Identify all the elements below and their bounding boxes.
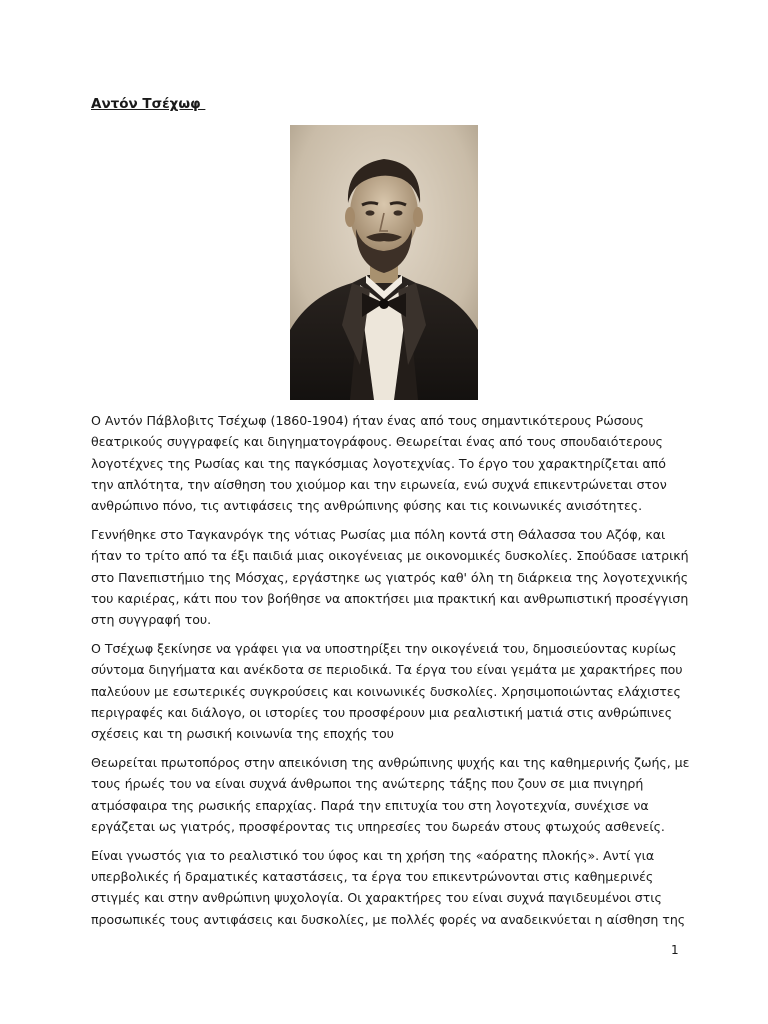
paragraph: Γεννήθηκε στο Ταγκανρόγκ της νότιας Ρωσίας μια πόλη κοντά στη Θάλασσα του Αζόφ, και ήταν το τρίτο από τα έξι παιδιά μιας οικογένειας με οικονομικές δυσκολίες. Σπούδασε ιατρική στο Πανεπιστήμιο της Μόσχας, εργάστηκε ως γιατρός καθ' όλη τη διάρκεια της λογοτεχνικής του καριέρας, κάτι που τον βοήθησε να αποκτήσει μια πρακτική και ανθρωπιστική προσέγγιση στη συγγραφή του. bbox=[91, 526, 689, 628]
paragraph: Είναι γνωστός για το ρεαλιστικό του ύφος και τη χρήση της «αόρατης πλοκής». Αντί για υπερβολικές ή δραματικές καταστάσεις, τα έργα του επικεντρώνονται στις καθημερινές στιγμές και στην ανθρώπινη ψυχολογία. Οι χαρακτήρες του είναι συχνά παγιδευμένοι στις προσωπικές τους αντιφάσεις και δυσκολίες, με πολλές φορές να αναδεικνύεται η αίσθηση της bbox=[91, 847, 686, 927]
portrait-photo-icon bbox=[290, 125, 478, 400]
paragraph: Ο Τσέχωφ ξεκίνησε να γράφει για να υποστηρίξει την οικογένειά του, δημοσιεύοντας κυρίως σύντομα διηγήματα και ανέκδοτα σε περιοδικά. Τα έργα του είναι γεμάτα με χαρακτήρες που παλεύουν με εσωτερικές συγκρούσεις και κοινωνικές δυσκολίες. Χρησιμοποιώντας ελάχιστες περιγραφές και διάλογο, οι ιστορίες του προσφέρουν μια ρεαλιστική ματιά στις ανθρώπινες σχέσεις και τη ρωσική κοινωνία της εποχής του bbox=[91, 640, 683, 742]
page-number: 1 bbox=[671, 943, 679, 957]
document-title: Αντόν Τσέχωφ bbox=[91, 96, 206, 112]
paragraph: Θεωρείται πρωτοπόρος στην απεικόνιση της ανθρώπινης ψυχής και της καθημερινής ζωής, με τους ήρωές του να είναι συχνά άνθρωποι της ανώτερης τάξης που ζουν σε μια πνιγηρή ατμόσφαιρα της ρωσικής επαρχίας. Παρά την επιτυχία του στη λογοτεχνία, συνέχισε να εργάζεται ως γιατρός, προσφέροντας τις υπηρεσίες του δωρεάν στους φτωχούς ασθενείς. bbox=[91, 754, 690, 834]
body-text bbox=[91, 410, 691, 937]
paragraph: Ο Αντόν Πάβλοβιτς Τσέχωφ (1860-1904) ήταν ένας από τους σημαντικότερους Ρώσους θεατρικούς συγγραφείς και διηγηματογράφους. Θεωρείται ένας από τους σπουδαιότερους λογοτέχνες της Ρωσίας και της παγκόσμιας λογοτεχνίας. Το έργο του χαρακτηρίζεται από την απλότητα, την αίσθηση του χιούμορ και την ειρωνεία, ενώ συχνά επικεντρώνεται στον ανθρώπινο πόνο, τις αντιφάσεις της ανθρώπινης φύσης και τις κοινωνικές ανισότητες. bbox=[91, 413, 667, 514]
